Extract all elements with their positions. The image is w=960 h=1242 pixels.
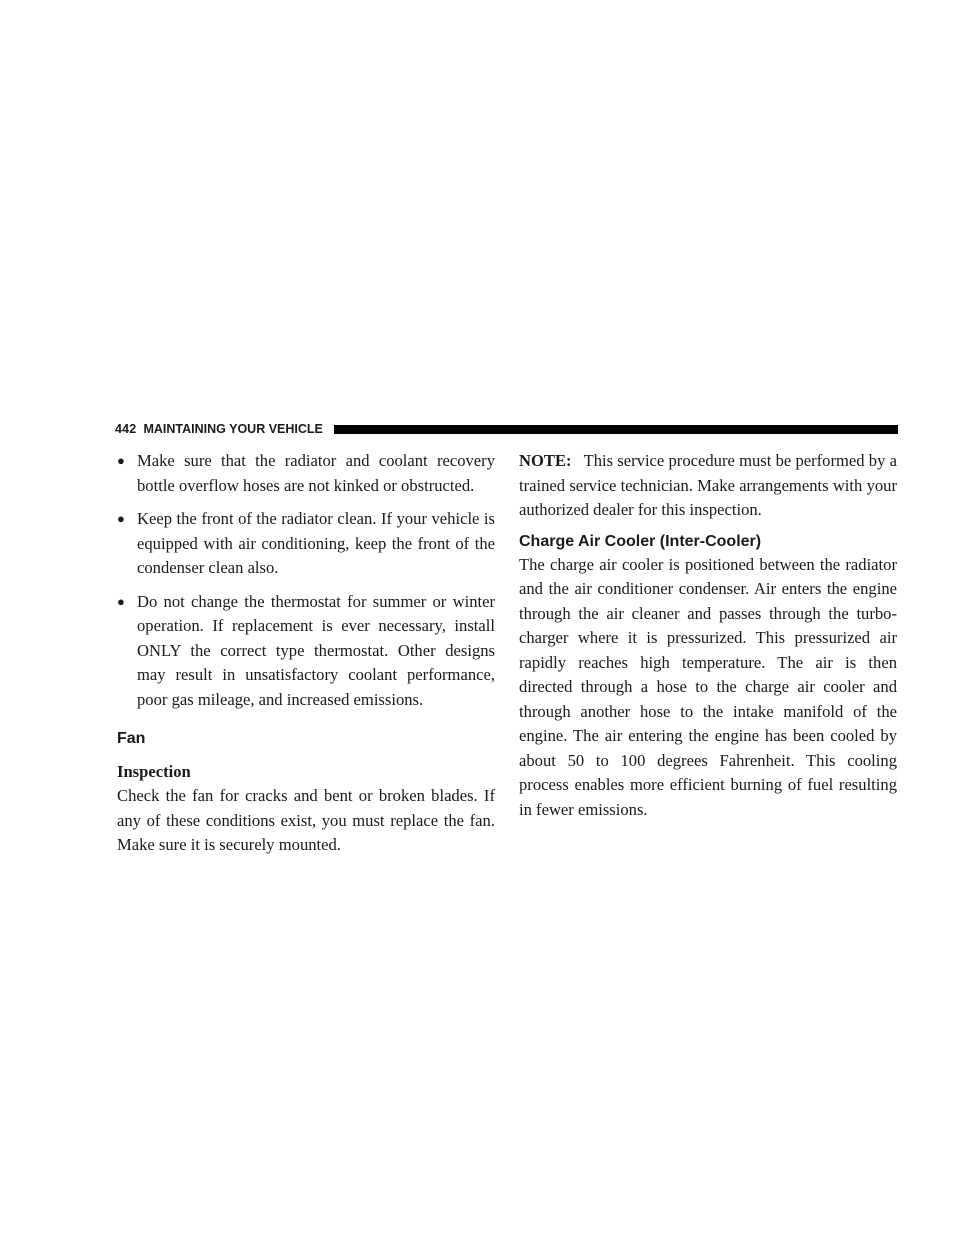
bullet-text: Do not change the thermostat for summer or winter operation. If replacement is ever necessary, install ONLY the correct type thermostat. Other designs may result in unsatisfactory coolant performance, poor gas mileage, and increased emissions. [137, 591, 495, 709]
bullet-icon: ● [117, 453, 125, 468]
bullet-text: Make sure that the radiator and coolant recovery bottle overflow hoses are not kinked or obstructed. [137, 451, 495, 495]
section-title: MAINTAINING YOUR VEHICLE [143, 422, 323, 436]
bullet-icon: ● [117, 511, 125, 526]
note-paragraph [519, 449, 897, 523]
page-header [115, 420, 898, 438]
bullet-item-hoses [117, 449, 495, 498]
inspection-paragraph: Check the fan for cracks and bent or broken blades. If any of these conditions exist, you must replace the fan. Make sure it is securely mounted. [117, 786, 495, 854]
charge-air-cooler-heading: Charge Air Cooler (Inter-Cooler) [519, 532, 762, 550]
header-rule [334, 425, 898, 434]
page-number: 442 [115, 422, 137, 436]
bullet-text: Keep the front of the radiator clean. If your vehicle is equipped with air conditioning, keep the front of the condenser clean also. [137, 509, 495, 577]
maintenance-bullet-list [117, 449, 495, 712]
bullet-item-radiator-front [117, 507, 495, 581]
note-text: This service procedure must be performed by a trained service technician. Make arrangements with your authorized dealer for this inspection. [519, 451, 897, 519]
inspection-heading: Inspection [117, 762, 191, 781]
note-label: NOTE: [519, 451, 572, 470]
bullet-icon: ● [117, 593, 125, 609]
left-column [117, 449, 495, 858]
charge-air-cooler-paragraph: The charge air cooler is positioned between the radiator and the air conditioner condenser. Air enters the engine through the air cleaner and passes through the turbo-charger where it is pressurized. This pressurized air rapidly reaches high temperature. The air is then directed through a hose to the charge air cooler and through another hose to the intake manifold of the engine. The air entering the engine has been cooled by about 50 to 100 degrees Fahrenheit. This cooling process enables more efficient burning of fuel resulting in fewer emissions. [519, 554, 897, 819]
fan-heading: Fan [117, 730, 146, 747]
right-column [519, 449, 897, 822]
bullet-item-thermostat [117, 590, 495, 713]
